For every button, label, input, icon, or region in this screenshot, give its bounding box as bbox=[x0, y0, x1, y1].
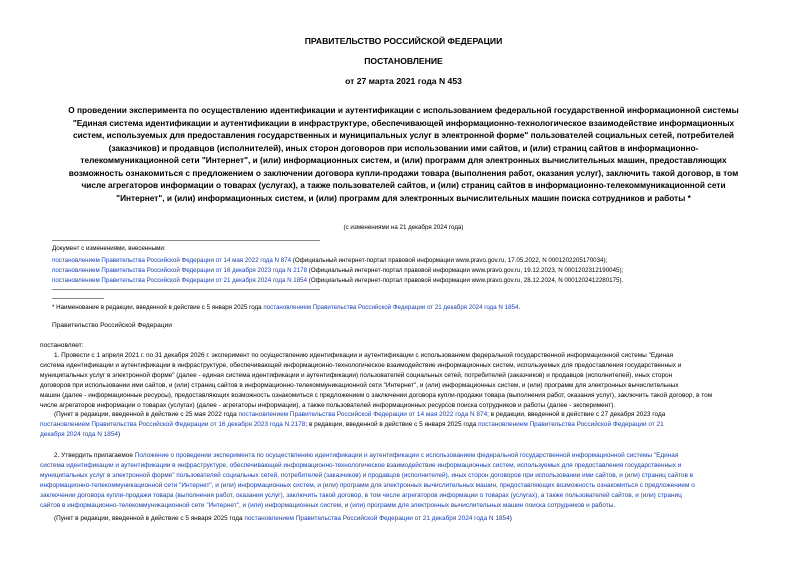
title-line: (заказчиков) и продавцов (исполнителей), иных сторон договоров при использовании ими сайтов, и (или) страниц сайтов в информационно- bbox=[108, 142, 699, 153]
paragraph-1-note: (Пункт в редакции, введенной в действие с 25 мая 2022 года постановлением Правительства Российской Федерации от 14 мая 2022 года N 874; в редакции, введенной в действие с 27 декабря 2023 года bbox=[54, 411, 666, 419]
document-title bbox=[40, 104, 767, 204]
amendment-link[interactable]: постановлением Правительства Российской Федерации от 14 мая 2022 года N 874 bbox=[52, 257, 292, 264]
title-line: "Единая система идентификации и аутентификации в инфраструктуре, обеспечивающей информационно-технологическое взаимодействие информационных bbox=[72, 117, 735, 128]
paragraph-line: муниципальных услуг в электронной форме" (далее - единая система идентификации и аутентификации) пользователей социальных сетей, потребителей (заказчиков) и продавцов (исполнителей), иных сторон bbox=[40, 371, 673, 379]
amendment-link[interactable]: постановлением Правительства Российской Федерации от 16 декабря 2023 года N 2178 bbox=[52, 267, 308, 274]
paragraph-1-note-end: декабря 2024 года N 1854) bbox=[40, 431, 121, 439]
footnote-link[interactable]: постановлением Правительства Российской Федерации от 21 декабря 2024 года N 1854 bbox=[263, 304, 519, 311]
title-line: телекоммуникационной сети "Интернет", и (или) информационных систем, и (или) программ для электронных вычислительных машин, предоставляющих bbox=[80, 155, 727, 165]
paragraph-line: договоров при использовании ими сайтов, и (или) страниц сайтов в информационно-телекоммуникационной сети "Интернет", и (или) информационных систем, и (или) программ для электронных вычислительных bbox=[40, 381, 679, 389]
paragraph-1 bbox=[40, 351, 772, 440]
amendments-heading: Документ с изменениями, внесенными: bbox=[52, 245, 166, 252]
paragraph-2: 2. Утвердить прилагаемое Положение о проведении эксперимента по осуществлению идентификации и аутентификации с использованием федеральной государственной информационной системы "Единая система идентификации и аутентификации в инфраструктуре, обеспечивающей информационно-технологическое взаимодействие информационных систем, используемых для предоставления государственных и муниципальных услуг в электронной форме" пользователей социальных сетей, потребителей (заказчиков) и продавцов (исполнителей), иных сторон договоров при использовании ими сайтов, и (или) страниц сайтов в информационно-телекоммуникационной сети "Интернет", и (или) информационных систем, и (или) программ для электронных вычислительных машин, предоставляющих возможность ознакомиться с предложением о заключении договора купли-продажи товара (выполнения работ, оказания услуг), заключить такой договор, в том числе агрегаторов информации о товарах (услугах), а также пользователей сайтов, и (или) страниц сайтов в информационно-телекоммуникационной сети "Интернет", и (или) информационных систем, и (или) программ для электронных вычислительных машин поиска сотрудников и работы. (Пункт в редакции, введенной в действие с 5 января 2025 года постановлением Правительства Российской Федерации от 21 декабря 2024 года N 1854) bbox=[40, 451, 772, 524]
amendment-item bbox=[52, 266, 623, 275]
amendment-item bbox=[52, 256, 607, 265]
footnote: * Наименование в редакции, введенной в действие с 5 января 2025 года постановлением Правительства Российской Федерации от 21 декабря 2024 года N 1854. bbox=[52, 304, 521, 311]
footnote-divider bbox=[52, 298, 104, 299]
title-line: числе агрегаторов информации о товарах (услугах), а также пользователей сайтов, и (или) страниц сайтов в информационно-телекоммуникационной сети bbox=[81, 180, 726, 190]
note-link[interactable]: постановлением Правительства Российской Федерации от 14 мая 2022 года N 874 bbox=[238, 411, 488, 419]
note-link[interactable]: постановлением Правительства Российской Федерации от 16 декабря 2023 года N 2178 bbox=[40, 421, 306, 429]
regulation-link[interactable]: система идентификации и аутентификации в инфраструктуре, обеспечивающей информационно-технологическое взаимодействие информационных систем, используемых для предоставления государственных и bbox=[40, 461, 682, 469]
paragraph-1-note-cont: постановлением Правительства Российской Федерации от 16 декабря 2023 года N 2178; в редакции, введенной в действие с 5 января 2025 года постановлением Правительства Российской Федерации от 21 bbox=[40, 421, 664, 429]
document-type: ПОСТАНОВЛЕНИЕ bbox=[364, 56, 443, 66]
note-link[interactable]: постановлением Правительства Российской Федерации от 21 декабря 2024 года N 1854 bbox=[244, 515, 510, 523]
amendment-source: (Официальный интернет-портал правовой информации www.pravo.gov.ru, 17.05.2022, N 0001202205170034); bbox=[291, 257, 608, 264]
paragraph-line: машин (далее - информационные ресурсы), предоставляющих возможность ознакомиться с предложением о заключении договора купли-продажи товара (выполнения работ, оказания услуг), заключить такой договор, в том bbox=[40, 391, 713, 399]
decides-label: постановляет: bbox=[40, 342, 84, 349]
note-link[interactable]: декабря 2024 года N 1854 bbox=[40, 431, 118, 439]
government-header: ПРАВИТЕЛЬСТВО РОССИЙСКОЙ ФЕДЕРАЦИИ bbox=[304, 36, 503, 46]
document-date-number: от 27 марта 2021 года N 453 bbox=[345, 76, 462, 86]
amendment-source: (Официальный интернет-портал правовой информации www.pravo.gov.ru, 28.12.2024, N 0001202412280175). bbox=[307, 277, 624, 284]
paragraph-line: система идентификации и аутентификации в инфраструктуре, обеспечивающей информационно-технологическое взаимодействие информационных систем, используемых для предоставления государственных и bbox=[40, 361, 682, 369]
title-line: "Интернет", и (или) информационных систем, и (или) программ для электронных вычислительных машин поиска сотрудников и работы * bbox=[116, 192, 691, 203]
government-name: Правительство Российской Федерации bbox=[52, 322, 172, 329]
amendment-link[interactable]: постановлением Правительства Российской Федерации от 21 декабря 2024 года N 1854 bbox=[52, 277, 308, 284]
regulation-link[interactable]: Положение о проведении эксперимента по осуществлению идентификации и аутентификации с использованием федеральной государственной информационной системы "Единая bbox=[134, 452, 679, 459]
regulation-link[interactable]: муниципальных услуг в электронной форме" пользователей социальных сетей, потребителей (заказчиков) и продавцов (исполнителей), иных сторон договоров при использовании ими сайтов, и (или) страниц сайтов в bbox=[40, 471, 694, 479]
regulation-link[interactable]: заключении договора купли-продажи товара (выполнения работ, оказания услуг), заключить такой договор, в том числе агрегаторов информации о товарах (услугах), а также пользователей сайтов, и (или) страниц bbox=[40, 491, 682, 499]
regulation-link[interactable]: информационно-телекоммуникационной сети "Интернет", и (или) информационных систем, и (или) программ для электронных вычислительных машин, предоставляющих возможность ознакомиться с предложением о bbox=[40, 481, 695, 489]
amendment-item bbox=[52, 276, 623, 285]
footnote-text: * Наименование в редакции, введенной в действие с 5 января 2025 года bbox=[52, 304, 264, 311]
title-line: систем, используемых для предоставления государственных и муниципальных услуг в электронной форме" пользователей социальных сетей, потребителей bbox=[72, 130, 735, 140]
paragraph-line: 1. Провести с 1 апреля 2021 г. по 31 декабря 2026 г. эксперимент по осуществлению идентификации и аутентификации с использованием федеральной государственной информационной системы "Единая bbox=[54, 352, 674, 359]
paragraph-line: числе агрегаторов информации о товарах (услугах) (далее - агрегаторы информации), а также пользователей информационных ресурсов поиска сотрудников и работы (далее - эксперимент). bbox=[40, 401, 616, 409]
revision-note: (с изменениями на 21 декабря 2024 года) bbox=[343, 224, 464, 231]
paragraph-2-note: (Пункт в редакции, введенной в действие с 5 января 2025 года постановлением Правительства Российской Федерации от 21 декабря 2024 года N 1854) bbox=[54, 515, 512, 523]
title-line: возможность ознакомиться с предложением о заключении договора купли-продажи товара (выполнения работ, оказания услуг), заключить такой договор, в том bbox=[68, 167, 739, 178]
regulation-link[interactable]: сайтов в информационно-телекоммуникационной сети "Интернет", и (или) информационных систем, и (или) программ для электронных вычислительных машин поиска сотрудников и работы bbox=[40, 501, 614, 509]
divider bbox=[52, 289, 320, 290]
title-line: О проведении эксперимента по осуществлению идентификации и аутентификации с использованием федеральной государственной информационной системы bbox=[68, 105, 739, 115]
paragraph-2-start: 2. Утвердить прилагаемое bbox=[54, 452, 135, 459]
amendment-source: (Официальный интернет-портал правовой информации www.pravo.gov.ru, 19.12.2023, N 0001202312190045); bbox=[307, 267, 624, 274]
note-link[interactable]: постановлением Правительства Российской Федерации от 21 bbox=[478, 421, 664, 429]
divider bbox=[52, 240, 320, 241]
